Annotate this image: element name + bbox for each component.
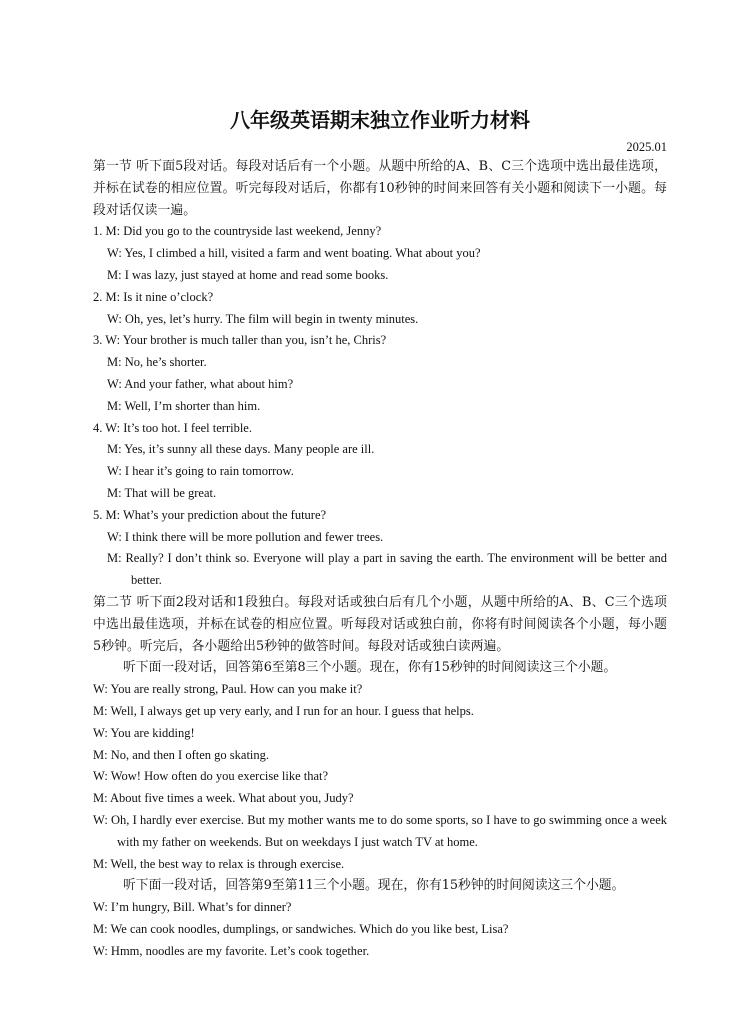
conversation-1-line-3: W: You are kidding! (93, 725, 195, 740)
dialogue-3-line-3: W: And your father, what about him? (107, 376, 294, 391)
conversation-2-line-1: W: I’m hungry, Bill. What’s for dinner? (93, 900, 292, 915)
conversation-1-line-6: M: About five times a week. What about you, Judy? (93, 791, 354, 806)
document-date: 2025.01 (626, 140, 667, 154)
conversation-1-line-4: M: No, and then I often go skating. (93, 747, 270, 762)
dialogue-1-line-3: M: I was lazy, just stayed at home and read some books. (107, 267, 389, 282)
dialogue-3-line-1: 3. W: Your brother is much taller than you, isn’t he, Chris? (93, 333, 387, 348)
dialogue-5-line-1: 5. M: What’s your prediction about the future? (93, 507, 327, 522)
dialogue-1-line-1: 1. M: Did you go to the countryside last weekend, Jenny? (93, 224, 382, 239)
document-title: 八年级英语期末独立作业听力材料 (230, 108, 530, 132)
dialogue-3-line-2: M: No, he’s shorter. (107, 355, 207, 370)
conversation-1-line-2: M: Well, I always get up very early, and I run for an hour. I guess that helps. (93, 703, 474, 718)
conversation-2-line-2: M: We can cook noodles, dumplings, or sandwiches. Which do you like best, Lisa? (93, 921, 509, 936)
conversation-1-line-8: M: Well, the best way to relax is through exercise. (93, 856, 345, 871)
section1-intro: 第一节 听下面5段对话。每段对话后有一个小题。从题中所给的A、B、C三个选项中选出最佳选项，并标在试卷的相应位置。听完每段对话后，你都有10秒钟的时间来回答有关小题和阅读下一小题。每段对话仅读一遍。 (93, 159, 667, 218)
dialogue-4-line-3: W: I hear it’s going to rain tomorrow. (107, 464, 294, 479)
document-page (93, 106, 667, 962)
conversation-1-line-1: W: You are really strong, Paul. How can you make it? (93, 682, 363, 697)
conversation-1-line-5: W: Wow! How often do you exercise like that? (93, 769, 329, 784)
dialogue-2-line-2: W: Oh, yes, let’s hurry. The film will begin in twenty minutes. (107, 311, 419, 326)
conversation-2-line-3: W: Hmm, noodles are my favorite. Let’s cook together. (93, 943, 370, 958)
dialogue-5-line-2: W: I think there will be more pollution and fewer trees. (107, 529, 384, 544)
dialogue-4-line-4: M: That will be great. (107, 485, 217, 500)
dialogue-4-line-2: M: Yes, it’s sunny all these days. Many people are ill. (107, 442, 375, 457)
dialogue-1-line-2: W: Yes, I climbed a hill, visited a farm and went boating. What about you? (107, 246, 481, 261)
section2-intro: 第二节 听下面2段对话和1段独白。每段对话或独白后有几个小题，从题中所给的A、B、C三个选项中选出最佳选项，并标在试卷的相应位置。听每段对话或独白前，你将有时间阅读各个小题，每小题5秒钟。听完后，各小题给出5秒钟的做答时间。每段对话或独白读两遍。 (93, 594, 667, 654)
dialogue-2-line-1: 2. M: Is it nine o’clock? (93, 289, 214, 304)
instruction-conversation-1: 听下面一段对话，回答第6至第8三个小题。现在，你有15秒钟的时间阅读这三个小题。 (123, 660, 617, 676)
dialogue-4-line-1: 4. W: It’s too hot. I feel terrible. (93, 420, 252, 435)
conversation-1-line-7: W: Oh, I hardly ever exercise. But my mother wants me to do some sports, so I have to go swimming once a week with my father on weekends. But on weekdays I just watch TV at home. (93, 812, 667, 849)
dialogue-5-line-3: M: Really? I don’t think so. Everyone will play a part in saving the earth. The environment will be better and better. (107, 551, 667, 588)
dialogue-3-line-4: M: Well, I’m shorter than him. (107, 398, 261, 413)
instruction-conversation-2: 听下面一段对话，回答第9至第11三个小题。现在，你有15秒钟的时间阅读这三个小题。 (123, 878, 625, 894)
